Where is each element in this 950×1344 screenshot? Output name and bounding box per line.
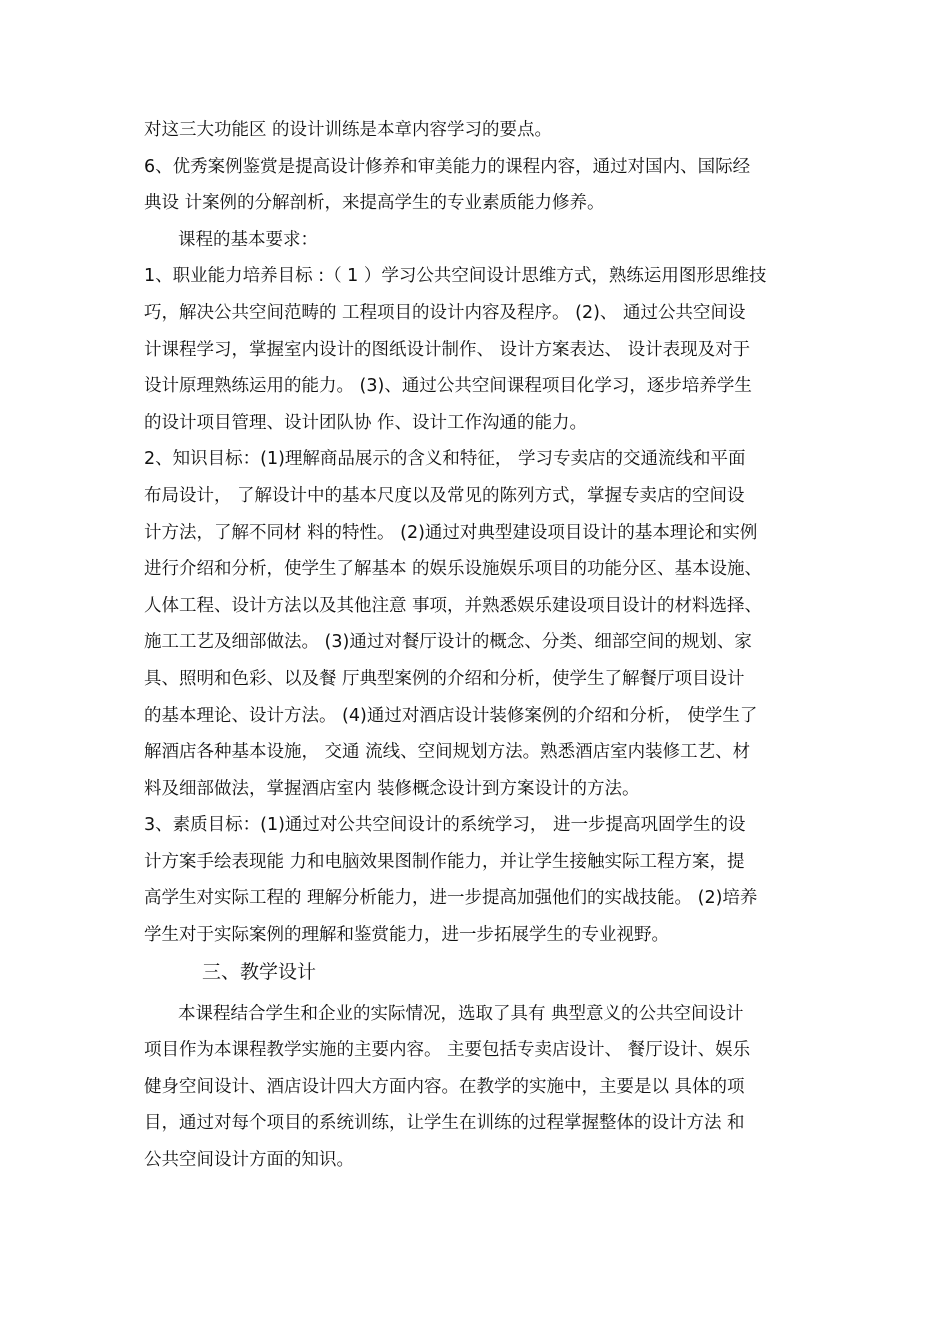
text-line: 具、照明和色彩、以及餐 厅典型案例的介绍和分析，使学生了解餐厅项目设计	[144, 668, 745, 689]
text-line: 公共空间设计方面的知识。	[144, 1150, 354, 1171]
text-line: 料及细部做法，掌握酒店室内 装修概念设计到方案设计的方法。	[144, 778, 640, 799]
text-line: 设计原理熟练运用的能力。 (3)、通过公共空间课程项目化学习，逐步培养学生	[144, 376, 752, 397]
text-line: 计课程学习，掌握室内设计的图纸设计制作、 设计方案表达、 设计表现及对于	[144, 339, 751, 360]
text-line: 对这三大功能区 的设计训练是本章内容学习的要点。	[144, 120, 553, 140]
text-line: 巧，解决公共空间范畴的 工程项目的设计内容及程序。 (2)、 通过公共空间设	[144, 302, 746, 323]
text-line: 的设计项目管理、设计团队协 作、设计工作沟通的能力。	[144, 412, 588, 433]
text-line: 人体工程、设计方法以及其他注意 事项，并熟悉娱乐建设项目设计的材料选择、	[144, 595, 763, 616]
text-line: 施工工艺及细部做法。 (3)通过对餐厅设计的概念、分类、细部空间的规划、家	[144, 632, 752, 653]
teaching-design-section	[144, 996, 812, 1179]
text-line: 项目作为本课程教学实施的主要内容。 主要包括专卖店设计、 餐厅设计、娱乐	[144, 1040, 751, 1061]
text-line: 进行介绍和分析，使学生了解基本 的娱乐设施娱乐项目的功能分区、基本设施、	[144, 559, 763, 580]
section-heading: 三、教学设计	[202, 960, 317, 983]
text-line: 本课程结合学生和企业的实际情况，选取了具有 典型意义的公共空间设计	[178, 1003, 744, 1024]
text-line: 1、职业能力培养目标 :（ 1 ）学习公共空间设计思维方式，熟练运用图形思维技	[144, 266, 767, 287]
text-line: 目，通过对每个项目的系统训练，让学生在训练的过程掌握整体的设计方法 和	[144, 1113, 745, 1134]
text-line: 2、知识目标：(1)理解商品展示的含义和特征， 学习专卖店的交通流线和平面	[144, 449, 746, 470]
document-page	[144, 112, 812, 1179]
text-line: 计方案手绘表现能 力和电脑效果图制作能力，并让学生接触实际工程方案，提	[144, 851, 745, 872]
text-line: 典设 计案例的分解剖析，来提高学生的专业素质能力修养。	[144, 193, 605, 214]
text-line: 的基本理论、设计方法。 (4)通过对酒店设计装修案例的介绍和分析， 使学生了	[144, 705, 758, 726]
text-line: 健身空间设计、酒店设计四大方面内容。在教学的实施中，主要是以 具体的项	[144, 1076, 745, 1097]
text-line: 高学生对实际工程的 理解分析能力，进一步提高加强他们的实战技能。 (2)培养	[144, 888, 758, 909]
text-line: 6、优秀案例鉴赏是提高设计修养和审美能力的课程内容，通过对国内、国际经	[144, 156, 751, 177]
text-line: 学生对于实际案例的理解和鉴赏能力，进一步拓展学生的专业视野。	[144, 925, 669, 946]
text-line: 3、素质目标：(1)通过对公共空间设计的系统学习， 进一步提高巩固学生的设	[144, 815, 746, 836]
text-line: 布局设计， 了解设计中的基本尺度以及常见的陈列方式，掌握专卖店的空间设	[144, 485, 745, 506]
requirements-section	[144, 112, 812, 954]
text-line: 解酒店各种基本设施， 交通 流线、空间规划方法。熟悉酒店室内装修工艺、材	[144, 742, 751, 763]
text-line: 计方法，了解不同材 料的特性。 (2)通过对典型建设项目设计的基本理论和实例	[144, 522, 758, 543]
text-line: 课程的基本要求：	[178, 229, 318, 250]
